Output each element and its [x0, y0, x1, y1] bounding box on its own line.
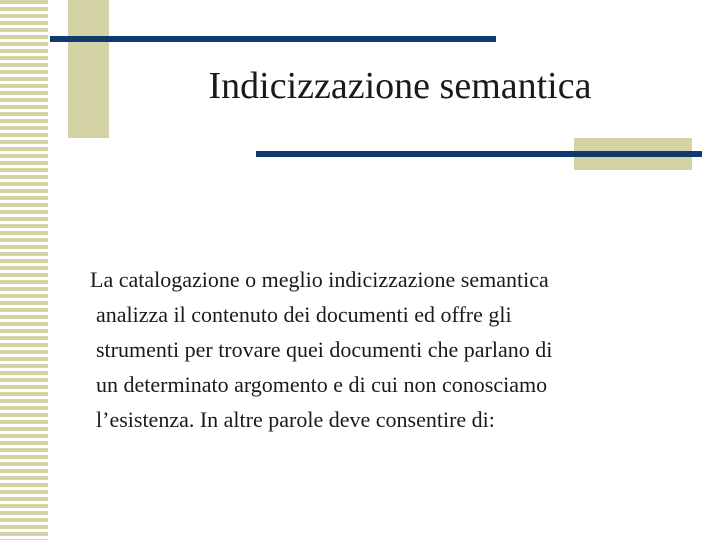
- body-line: analizza il contenuto dei documenti ed offre gli: [96, 302, 512, 327]
- slide-body: [86, 262, 686, 437]
- body-line: La catalogazione o meglio indicizzazione semantica: [90, 267, 549, 292]
- left-striped-decoration: [0, 0, 50, 540]
- body-line: un determinato argomento e di cui non conosciamo: [96, 372, 548, 397]
- body-line: strumenti per trovare quei documenti che parlano di: [96, 337, 553, 362]
- top-accent-block: [68, 0, 109, 138]
- bottom-accent-bar: [256, 151, 702, 157]
- slide-title: Indicizzazione semantica: [208, 65, 592, 107]
- body-line: l’esistenza. In altre parole deve consentire di:: [96, 407, 495, 432]
- top-accent-bar: [50, 36, 496, 42]
